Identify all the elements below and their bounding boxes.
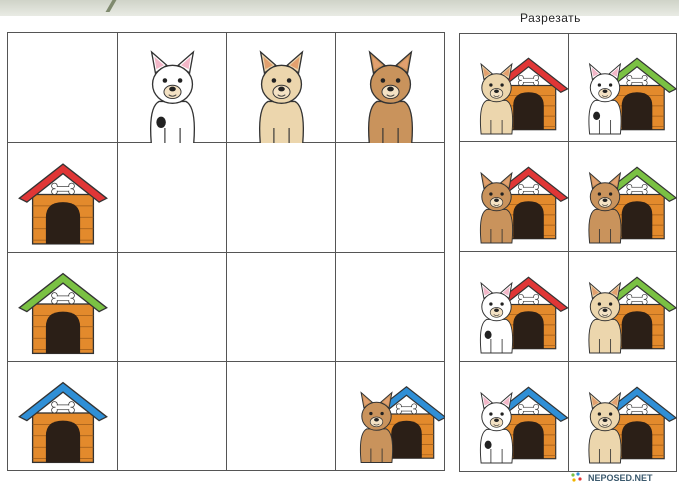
house-red-roof-row-header-art	[8, 143, 118, 253]
puzzle-board	[7, 32, 445, 471]
house-green-roof-row-header	[8, 253, 118, 362]
brand-text: NEPOSED.NET	[588, 473, 653, 483]
answer-cell	[227, 253, 336, 362]
answer-cell	[118, 253, 227, 362]
cut-out-label: Разрезать	[520, 11, 581, 25]
cut-card-beige-dog-green-house-art	[569, 252, 677, 362]
corner-cell	[8, 33, 118, 143]
brand-logo-icon	[570, 472, 584, 484]
cut-card-white-dog-blue-house-art	[460, 362, 569, 472]
cut-card-white-dog-blue-house[interactable]	[460, 362, 569, 472]
cut-card-brown-dog-green-house[interactable]	[569, 142, 677, 252]
cut-card-brown-dog-red-house-art	[460, 142, 569, 252]
dog-beige-header	[227, 33, 336, 143]
cut-card-beige-dog-blue-house[interactable]	[569, 362, 677, 472]
dog-brown-header	[336, 33, 445, 143]
cut-card-white-dog-green-house[interactable]	[569, 34, 677, 142]
dog-beige-header-art	[227, 33, 336, 143]
dog-white-header-art	[118, 33, 227, 143]
cut-card-beige-dog-green-house[interactable]	[569, 252, 677, 362]
answer-cell	[227, 143, 336, 253]
dog-white-header	[118, 33, 227, 143]
banner-mark	[92, 0, 117, 12]
cut-card-white-dog-red-house[interactable]	[460, 252, 569, 362]
answer-cell	[118, 362, 227, 471]
house-green-roof-row-header-art	[8, 253, 118, 362]
house-blue-roof-row-header-art	[8, 362, 118, 471]
answer-cell	[336, 143, 445, 253]
cut-card-white-dog-green-house-art	[569, 34, 677, 142]
answer-cell	[118, 143, 227, 253]
cut-card-beige-dog-red-house[interactable]	[460, 34, 569, 142]
cut-out-cards-panel	[459, 33, 677, 472]
answer-cell	[336, 253, 445, 362]
house-red-roof-row-header	[8, 143, 118, 253]
cut-card-brown-dog-red-house[interactable]	[460, 142, 569, 252]
answer-cell	[227, 362, 336, 471]
placed-card-brown-blue-art	[336, 362, 445, 471]
cut-card-brown-dog-green-house-art	[569, 142, 677, 252]
cut-card-beige-dog-red-house-art	[460, 34, 569, 142]
house-blue-roof-row-header	[8, 362, 118, 471]
dog-brown-header-art	[336, 33, 445, 143]
cut-card-beige-dog-blue-house-art	[569, 362, 677, 472]
cut-card-white-dog-red-house-art	[460, 252, 569, 362]
placed-card-brown-blue	[336, 362, 445, 471]
